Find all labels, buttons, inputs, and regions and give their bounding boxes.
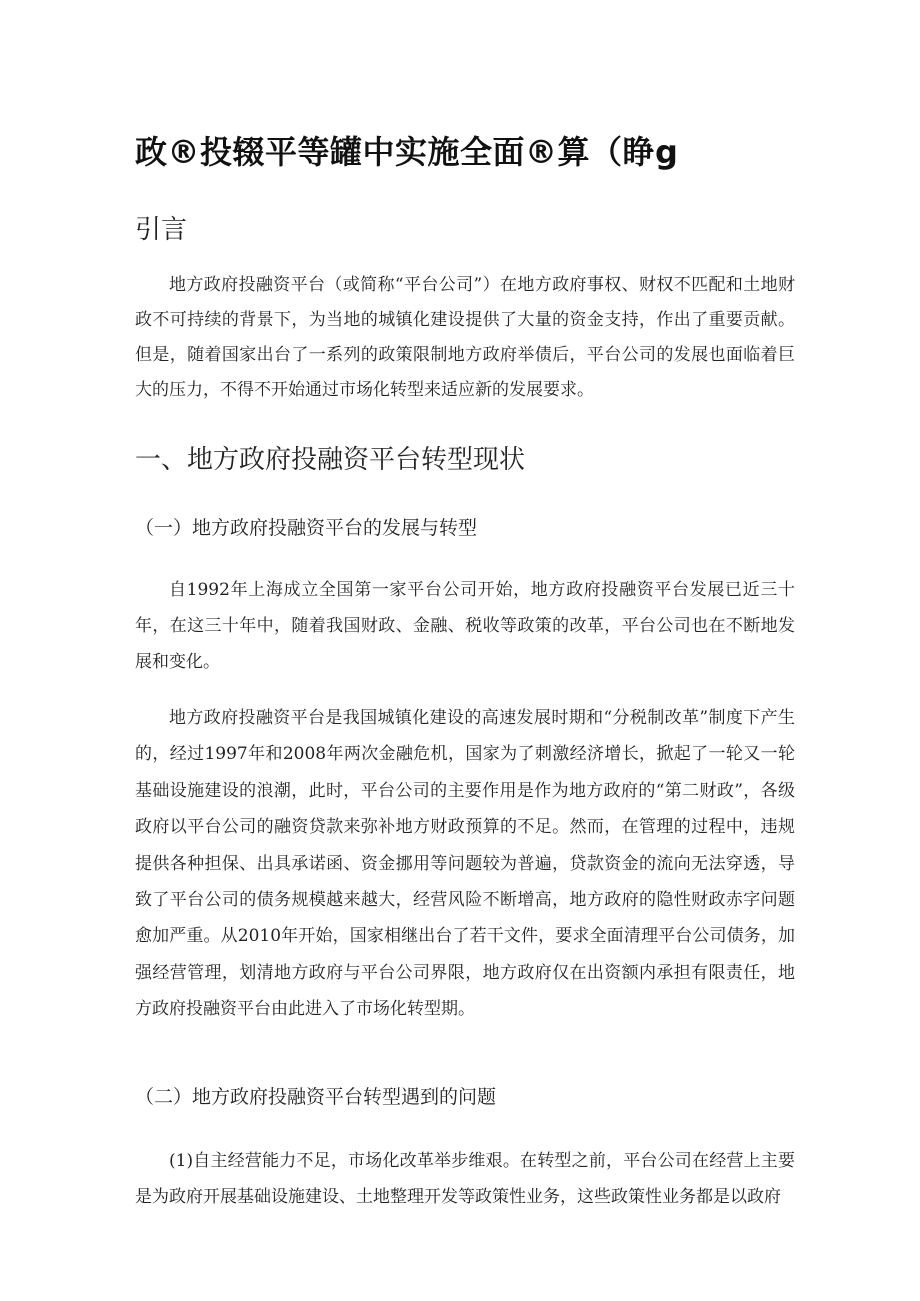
intro-paragraph: 地方政府投融资平台（或简称“平台公司”）在地方政府事权、财权不匹配和土地财政不可持续的背景下，为当地的城镇化建设提供了大量的资金支持，作出了重要贡献。但是，随着国家出台了一系列的政策限制地方政府举债后，平台公司的发展也面临着巨大的压力，不得不开始通过市场化转型来适应新的发展要求。 xyxy=(135,275,795,400)
subsection-heading-2: （二）地方政府投融资平台转型遇到的问题 xyxy=(135,1086,497,1108)
sub1-paragraph-1: 自1992年上海成立全国第一家平台公司开始，地方政府投融资平台发展已近三十年，在这三十年中，随着我国财政、金融、税收等政策的改革，平台公司也在不断地发展和变化。 xyxy=(135,580,795,672)
sub1-paragraph-2: 地方政府投融资平台是我国城镇化建设的高速发展时期和“分税制改革”制度下产生的，经过1997年和2008年两次金融危机，国家为了刺激经济增长，掀起了一轮又一轮基础设施建设的浪潮，此时，平台公司的主要作用是作为地方政府的“第二财政”，各级政府以平台公司的融资贷款来弥补地方财政预算的不足。然而，在管理的过程中，违规提供各种担保、出具承诺函、资金挪用等问题较为普遍，贷款资金的流向无法穿透，导致了平台公司的债务规模越来越大，经营风险不断增高，地方政府的隐性财政赤字问题愈加严重。从2010年开始，国家相继出台了若干文件，要求全面清理平台公司债务，加强经营管理，划清地方政府与平台公司界限，地方政府仅在出资额内承担有限责任，地方政府投融资平台由此进入了市场化转型期。 xyxy=(135,708,795,1020)
section-heading-1: 一、地方政府投融资平台转型现状 xyxy=(135,445,526,475)
document-title: 政®投辍平等罐中实施全面®算（睁g xyxy=(135,133,679,171)
subsection-heading-1: （一）地方政府投融资平台的发展与转型 xyxy=(135,517,478,539)
intro-heading: 引言 xyxy=(135,215,188,245)
sub2-paragraph-1: (1)自主经营能力不足，市场化改革举步维艰。在转型之前，平台公司在经营上主要是为政府开展基础设施建设、土地整理开发等政策性业务，这些政策性业务都是以政府 xyxy=(135,1151,795,1207)
